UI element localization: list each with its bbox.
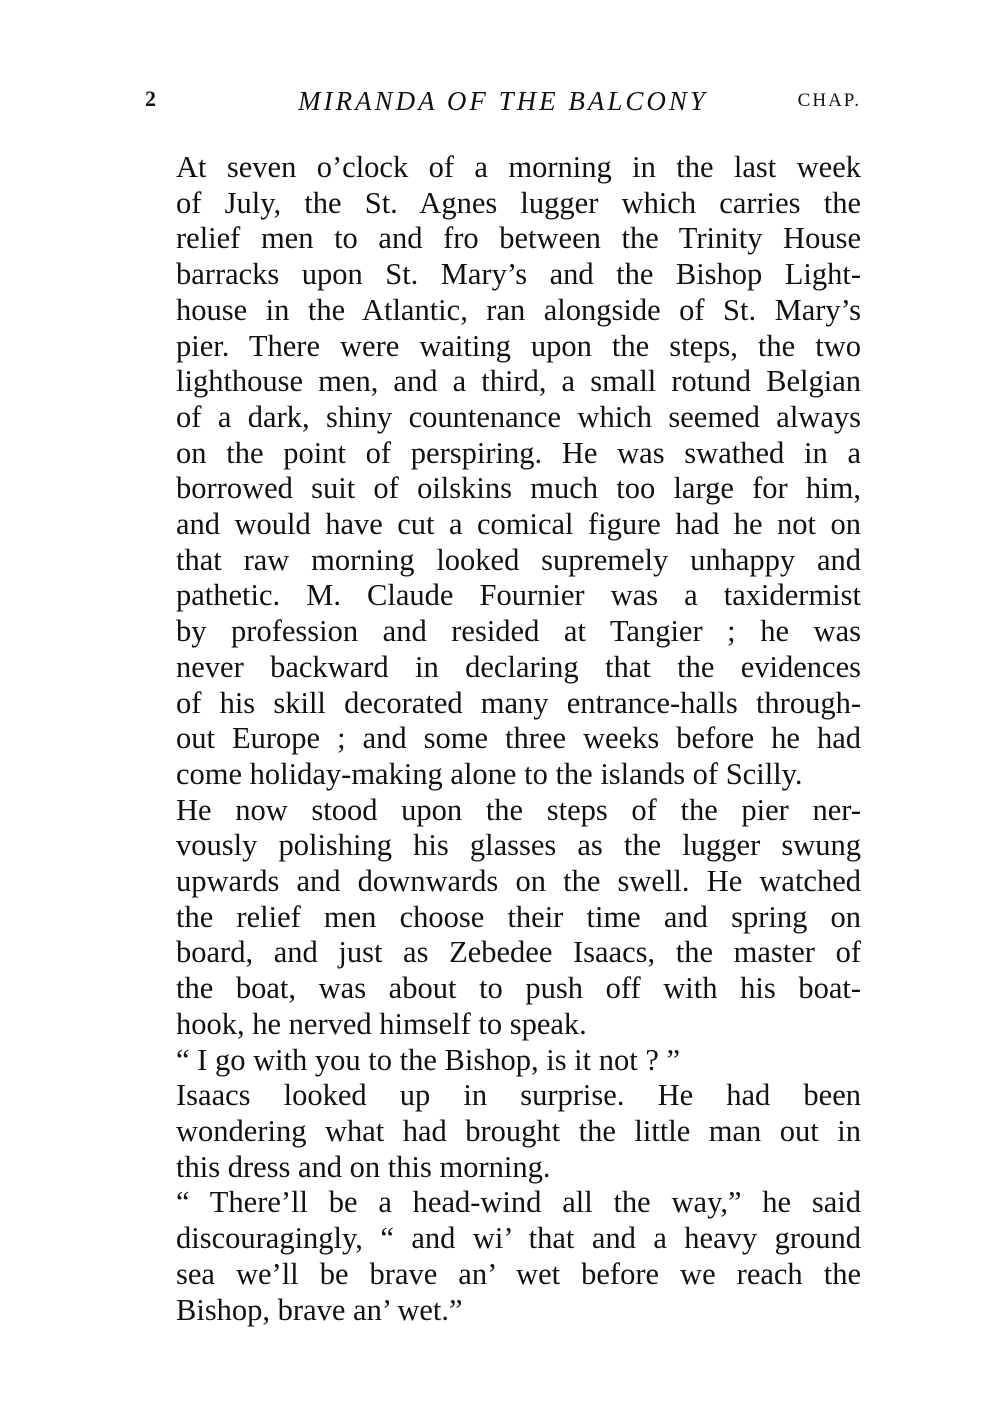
text-line: board, and just as Zebedee Isaacs, the master of bbox=[176, 935, 861, 970]
text-line: “ There’ll be a head-wind all the way,” he said bbox=[176, 1185, 861, 1220]
paragraph-1 bbox=[145, 150, 861, 793]
paragraph-5 bbox=[145, 1185, 861, 1328]
paragraph-3 bbox=[145, 1043, 861, 1079]
text-line: the boat, was about to push off with his boat- bbox=[176, 971, 861, 1006]
text-line: that raw morning looked supremely unhappy and bbox=[176, 542, 861, 577]
text-line: pathetic. M. Claude Fournier was a taxidermist bbox=[176, 578, 861, 613]
body-text bbox=[145, 150, 861, 1328]
text-line: discouragingly, “ and wi’ that and a heavy ground bbox=[176, 1221, 861, 1256]
text-line: never backward in declaring that the evidences bbox=[176, 649, 861, 684]
text-line: of a dark, shiny countenance which seemed always bbox=[176, 399, 861, 434]
text-line: relief men to and fro between the Trinity House bbox=[176, 221, 861, 256]
chapter-marker: CHAP. bbox=[797, 90, 861, 111]
paragraph-2 bbox=[145, 793, 861, 1043]
text-line: He now stood upon the steps of the pier ner- bbox=[176, 792, 861, 827]
text-line: on the point of perspiring. He was swathed in a bbox=[176, 435, 861, 470]
text-line: Isaacs looked up in surprise. He had been bbox=[176, 1078, 861, 1113]
text-line: and would have cut a comical figure had he not on bbox=[176, 507, 861, 542]
text-line: sea we’ll be brave an’ wet before we reach the bbox=[176, 1256, 861, 1291]
running-title: MIRANDA OF THE BALCONY bbox=[298, 86, 708, 116]
text-line: lighthouse men, and a third, a small rotund Belgian bbox=[176, 364, 861, 399]
text-line: come holiday-making alone to the islands of Scilly. bbox=[176, 756, 803, 791]
text-line: wondering what had brought the little man out in bbox=[176, 1113, 861, 1148]
text-line: barracks upon St. Mary’s and the Bishop Light- bbox=[176, 257, 861, 292]
page-number: 2 bbox=[145, 86, 156, 111]
text-line: this dress and on this morning. bbox=[176, 1149, 551, 1184]
text-line: the relief men choose their time and spring on bbox=[176, 899, 861, 934]
paragraph-4 bbox=[145, 1078, 861, 1185]
text-line: “ I go with you to the Bishop, is it not ? ” bbox=[176, 1042, 681, 1077]
text-line: hook, he nerved himself to speak. bbox=[176, 1006, 587, 1041]
text-line: by profession and resided at Tangier ; he was bbox=[176, 614, 861, 649]
text-line: Bishop, brave an’ wet.” bbox=[176, 1292, 463, 1327]
text-line: house in the Atlantic, ran alongside of St. Mary’s bbox=[176, 292, 861, 327]
text-line: pier. There were waiting upon the steps, the two bbox=[176, 328, 861, 363]
running-head bbox=[145, 86, 861, 120]
text-line: of his skill decorated many entrance-halls through- bbox=[176, 685, 861, 720]
text-line: At seven o’clock of a morning in the last week bbox=[176, 150, 861, 184]
text-line: out Europe ; and some three weeks before he had bbox=[176, 721, 861, 756]
text-line: vously polishing his glasses as the lugger swung bbox=[176, 828, 861, 863]
text-line: of July, the St. Agnes lugger which carries the bbox=[176, 185, 861, 220]
text-line: upwards and downwards on the swell. He watched bbox=[176, 864, 861, 899]
text-line: borrowed suit of oilskins much too large for him, bbox=[176, 471, 861, 506]
